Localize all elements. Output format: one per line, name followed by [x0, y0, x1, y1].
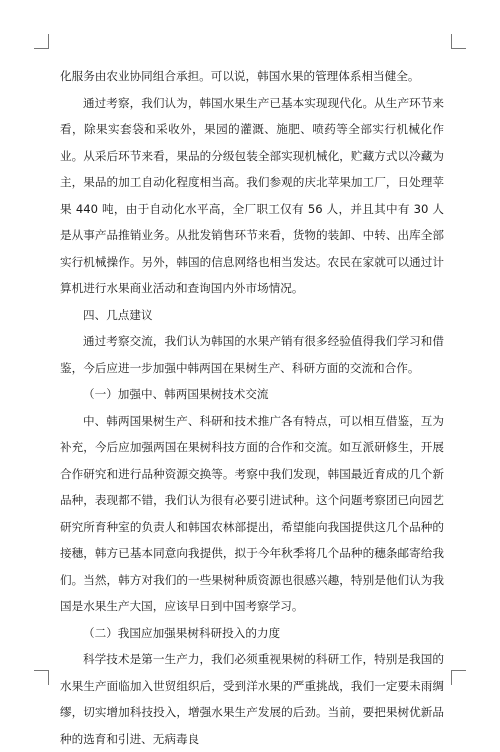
paragraph-technology-exchange: 中、韩两国果树生产、科研和技术推广各有特点，可以相互借鉴，互为补充，今后应加强两国在果树科技方面的合作和交流。如互派研修生，开展合作研究和进行品种资源交换等。考察中我们发现，韩国最近育成的几个新品种，表现都不错，我们认为很有必要引进试种。这个问题考察团已向园艺研究所育种室的负责人和韩国农林部提出，希望能向我国提供这几个品种的接穗，韩方已基本同意向我提供，拟于今年秋季将几个品种的穗条邮寄给我们。当然，韩方对我们的一些果树种质资源也很感兴趣，特别是他们认为我国是水果生产大国，应该早日到中国考察学习。 [60, 413, 444, 613]
subheading-research-investment: （二）我国应加强果树科研投入的力度 [83, 625, 281, 640]
paragraph-continuation: 化服务由农业协同组合承担。可以说，韩国水果的管理体系相当健全。 [60, 69, 420, 83]
crop-mark-bottom-right [451, 670, 466, 685]
document-page [60, 63, 444, 752]
crop-mark-top-left [34, 34, 49, 49]
crop-mark-bottom-left [34, 670, 49, 685]
paragraph-research-investment: 科学技术是第一生产力，我们必须重视果树的科研工作，特别是我国的水果生产面临加入世贸组织后，受到洋水果的严重挑战，我们一定要未雨绸缪，切实增加科技投入，增强水果生产发展的后劲。当前，要把果树优新品种的选育和引进、无病毒良 [60, 652, 444, 746]
paragraph-exchange-intro: 通过考察交流，我们认为韩国的水果产销有很多经验值得我们学习和借鉴，今后应进一步加强中韩两国在果树生产、科研方面的交流和合作。 [60, 334, 444, 375]
subheading-technology-exchange: （一）加强中、韩两国果树技术交流 [83, 387, 269, 401]
crop-mark-top-right [451, 34, 466, 49]
section-heading-suggestions: 四、几点建议 [83, 307, 153, 322]
paragraph-modernization: 通过考察，我们认为，韩国水果生产已基本实现现代化。从生产环节来看，除果实套袋和采收外，果园的灌溉、施肥、喷药等全部实行机械化作业。从采后环节来看，果品的分级包装全部实现机械化，贮藏方式以冷藏为主，果品的加工自动化程度相当高。我们参观的庆北苹果加工厂，日处理苹果 440 吨，由于自动化水平高，全厂职工仅有 56 人，并且其中有 30 人是从事产品推销业务。从批发销售环节来看，货物的装卸、中转、出库全部实行机械操作。另外，韩国的信息网络也相当发达。农民在家就可以通过计算机进行水果商业活动和查询国内外市场情况。 [60, 95, 444, 295]
